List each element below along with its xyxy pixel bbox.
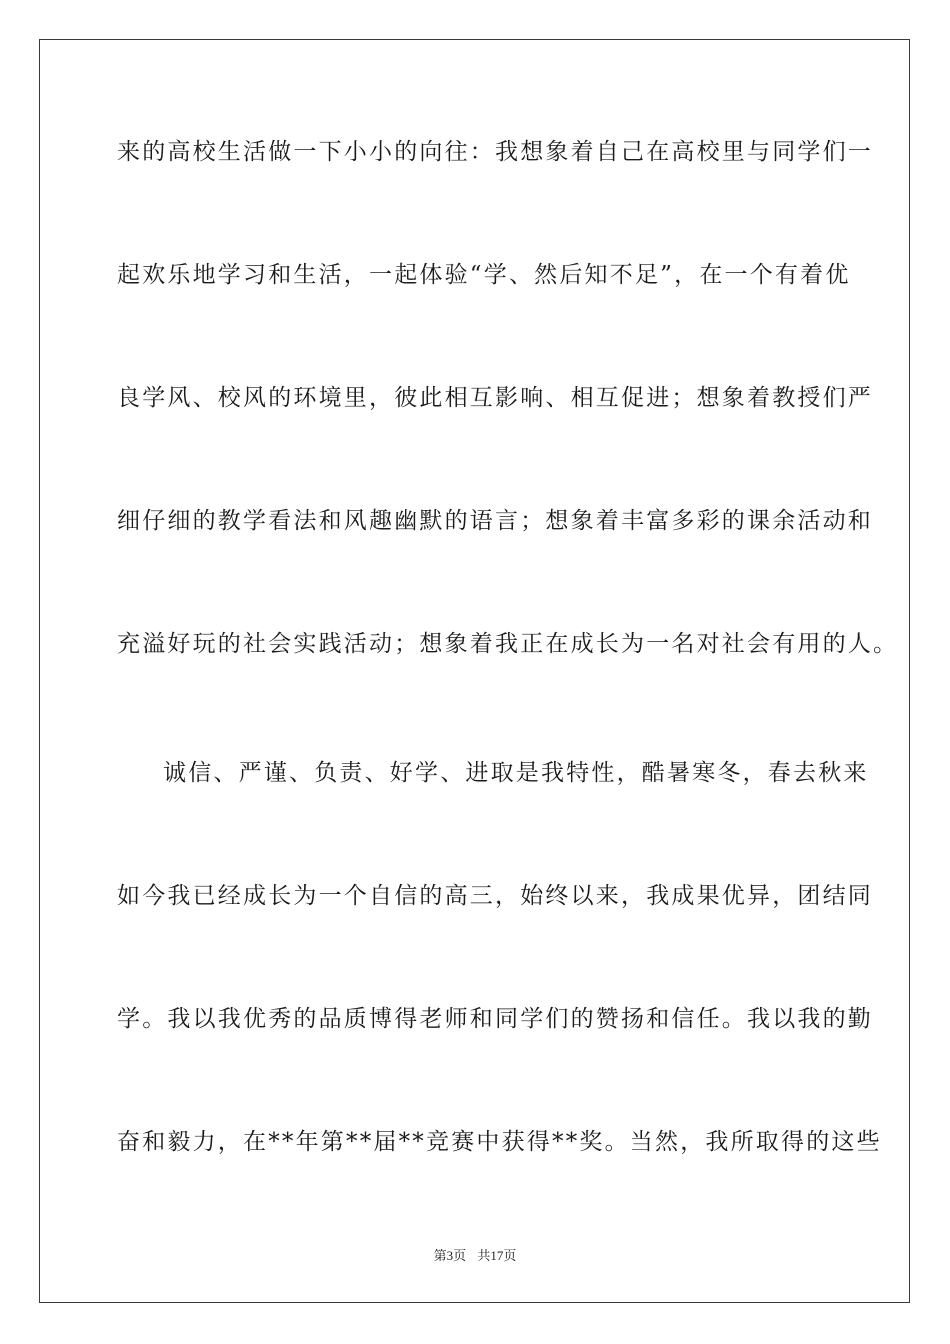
page-number: 第3页 bbox=[433, 1248, 467, 1263]
text-line: 学。我以我优秀的品质博得老师和同学们的赞扬和信任。我以我的勤 bbox=[117, 1006, 873, 1032]
page-total: 共17页 bbox=[477, 1248, 517, 1263]
text-line: 奋和毅力，在**年第**届**竞赛中获得**奖。当然，我所取得的这些 bbox=[117, 1129, 882, 1155]
text-line: 来的高校生活做一下小小的向往：我想象着自己在高校里与同学们一 bbox=[117, 139, 873, 165]
text-line: 起欢乐地学习和生活，一起体验“学、然后知不足”，在一个有着优 bbox=[117, 262, 851, 288]
text-line: 充溢好玩的社会实践活动；想象着我正在成长为一名对社会有用的人。 bbox=[117, 631, 899, 657]
page-border bbox=[39, 39, 910, 1303]
text-line-indented: 诚信、严谨、负责、好学、进取是我特性，酷暑寒冬，春去秋来 bbox=[163, 760, 869, 786]
text-line: 良学风、校风的环境里，彼此相互影响、相互促进；想象着教授们严 bbox=[117, 385, 873, 411]
page-footer bbox=[0, 1248, 950, 1264]
text-line: 细仔细的教学看法和风趣幽默的语言；想象着丰富多彩的课余活动和 bbox=[117, 508, 873, 534]
text-line: 如今我已经成长为一个自信的高三，始终以来，我成果优异，团结同 bbox=[117, 883, 873, 909]
